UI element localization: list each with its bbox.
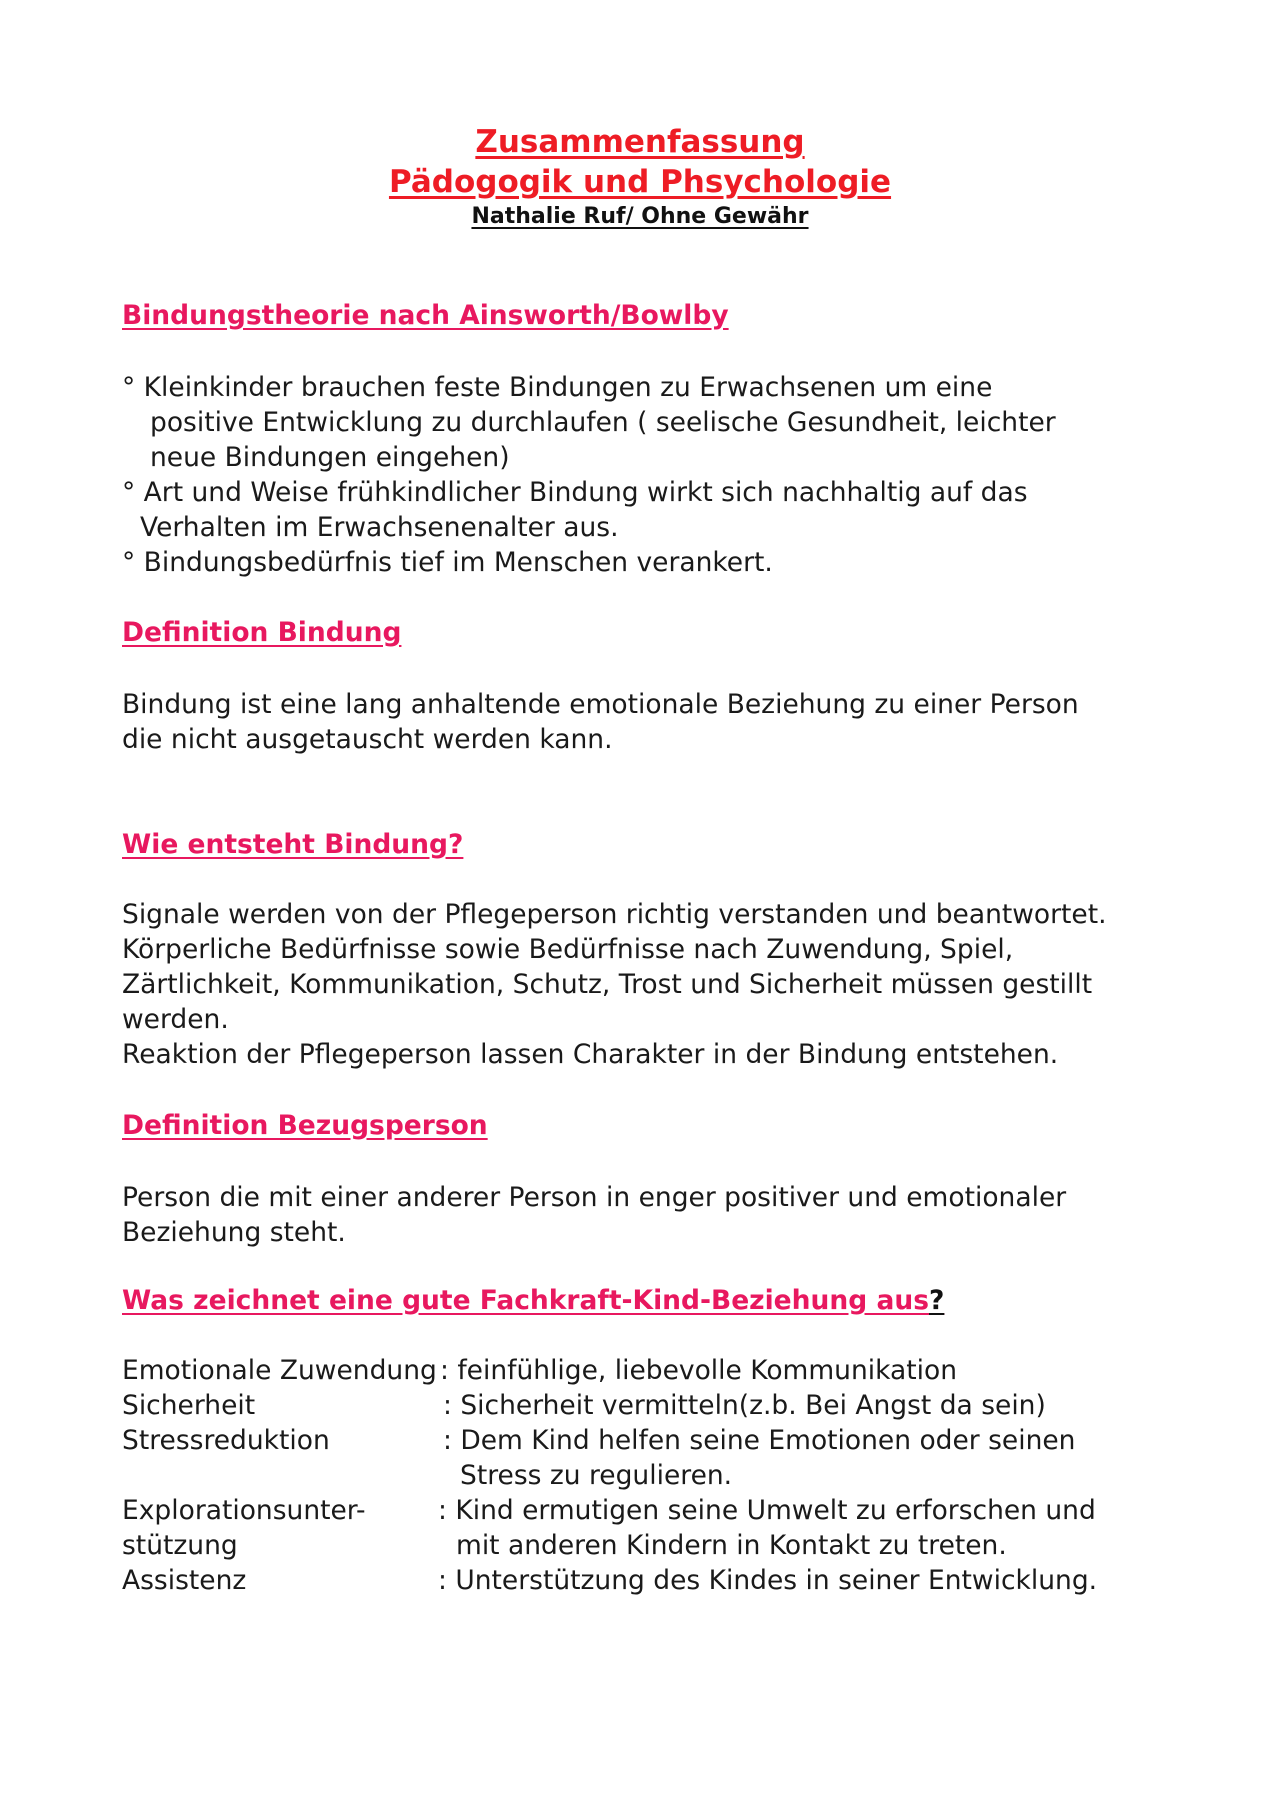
criteria-desc-continued: Stress zu regulieren. — [460, 1460, 733, 1491]
text-line: die nicht ausgetauscht werden kann. — [122, 724, 613, 755]
text-line: Beziehung steht. — [122, 1217, 346, 1248]
text-line: Reaktion der Pflegeperson lassen Charakter in der Bindung entstehen. — [122, 1039, 1059, 1070]
criteria-term: Explorationsunter- — [122, 1495, 366, 1526]
criteria-desc-continued: mit anderen Kindern in Kontakt zu treten. — [456, 1530, 1007, 1561]
section-heading-bezugsperson: Definition Bezugsperson — [122, 1110, 488, 1141]
document-title: Zusammenfassung — [475, 124, 805, 160]
text-line: Signale werden von der Pflegeperson richtig verstanden und beantwortet. — [122, 899, 1107, 930]
text-line: Zärtlichkeit, Kommunikation, Schutz, Trost und Sicherheit müssen gestillt — [122, 969, 1093, 1000]
criteria-desc: : Sicherheit vermitteln(z.b. Bei Angst da sein) — [443, 1390, 1046, 1421]
criteria-term: Stressreduktion — [122, 1425, 330, 1456]
section-heading-definition-bindung: Definition Bindung — [122, 617, 402, 648]
text-line: Verhalten im Erwachsenenalter aus. — [140, 512, 619, 543]
text-line: ° Bindungsbedürfnis tief im Menschen verankert. — [122, 547, 773, 578]
criteria-term: stützung — [122, 1530, 238, 1561]
text-line: ° Kleinkinder brauchen feste Bindungen zu Erwachsenen um eine — [122, 372, 993, 403]
criteria-desc: : Unterstützung des Kindes in seiner Entwicklung. — [438, 1565, 1098, 1596]
criteria-term: Assistenz — [122, 1565, 247, 1596]
text-line: ° Art und Weise frühkindlicher Bindung wirkt sich nachhaltig auf das — [122, 477, 1028, 508]
text-line: neue Bindungen eingehen) — [150, 442, 510, 473]
text-line: werden. — [122, 1004, 229, 1035]
criteria-desc: : Dem Kind helfen seine Emotionen oder seinen — [443, 1425, 1076, 1456]
section-heading-fachkraft-text: Was zeichnet eine gute Fachkraft-Kind-Beziehung aus — [122, 1285, 929, 1316]
section-heading-fachkraft — [122, 1283, 944, 1318]
text-line: Körperliche Bedürfnisse sowie Bedürfnisse nach Zuwendung, Spiel, — [122, 934, 1014, 965]
section-heading-entstehung: Wie entsteht Bindung? — [122, 829, 464, 860]
criteria-term: Emotionale Zuwendung — [122, 1355, 437, 1386]
text-line: Person die mit einer anderer Person in enger positiver und emotionaler — [122, 1182, 1067, 1213]
question-mark: ? — [928, 1285, 945, 1316]
text-line: positive Entwicklung zu durchlaufen ( seelische Gesundheit, leichter — [150, 407, 1056, 438]
text-line: Bindung ist eine lang anhaltende emotionale Beziehung zu einer Person — [122, 689, 1079, 720]
criteria-desc: : feinfühlige, liebevolle Kommunikation — [440, 1355, 957, 1386]
document-subtitle: Pädogogik und Phsychologie — [388, 164, 892, 200]
document-author: Nathalie Ruf/ Ohne Gewähr — [471, 204, 809, 229]
section-heading-bindungstheorie: Bindungstheorie nach Ainsworth/Bowlby — [122, 300, 729, 331]
criteria-term: Sicherheit — [122, 1390, 256, 1421]
criteria-desc: : Kind ermutigen seine Umwelt zu erforschen und — [438, 1495, 1096, 1526]
